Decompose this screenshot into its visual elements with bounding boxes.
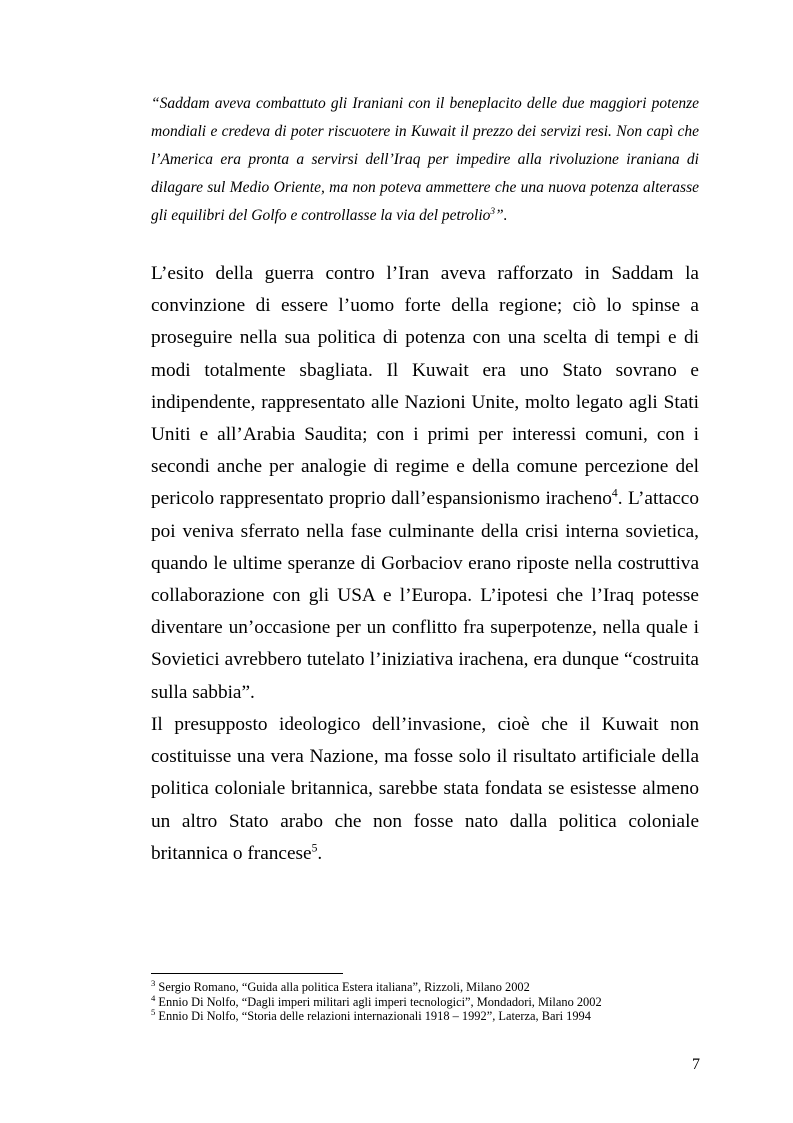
footnote-3 (151, 977, 711, 995)
footnote-number: 4 (151, 992, 156, 1003)
page-number: 7 (692, 1056, 700, 1073)
paragraph-1 (151, 258, 699, 709)
paragraph-2-text: Il presupposto ideologico dell’invasione, cioè che il Kuwait non costituisse una vera Nazione, ma fosse solo il risultato artificiale della politica coloniale britannica, sarebbe stata fondata se esistesse almeno un altro Stato arabo che non fosse nato dalla politica coloniale britannica o francese (151, 714, 699, 864)
footnote-5 (151, 1006, 711, 1024)
quote-text: “Saddam aveva combattuto gli Iraniani con il beneplacito delle due maggiori potenze mondiali e credeva di poter riscuotere in Kuwait il prezzo dei servizi resi. Non capì che l’America era pronta a servirsi dell’Iraq per impedire alla rivoluzione iraniana di dilagare sul Medio Oriente, ma non poteva ammettere che una nuova potenza alterasse gli equilibri del Golfo e controllasse la via del petrolio (151, 95, 699, 224)
footnote-text: Ennio Di Nolfo, “Dagli imperi militari agli imperi tecnologici”, Mondadori, Milano 2002 (155, 994, 602, 1009)
footnote-ref-4[interactable]: 4 (611, 487, 618, 500)
footnote-text: Ennio Di Nolfo, “Storia delle relazioni internazionali 1918 – 1992”, Laterza, Bari 1994 (155, 1009, 591, 1023)
footnote-ref-3[interactable]: 3 (490, 206, 496, 217)
paragraph-2 (151, 709, 699, 870)
paragraph-2-text-end: . (317, 842, 323, 864)
footnote-number: 3 (151, 977, 156, 988)
footnote-separator (151, 973, 343, 974)
paragraph-1-text-continued: . L’attacco poi veniva sferrato nella fase culminante della crisi interna sovietica, quando le ultime speranze di Gorbaciov erano riposte nella costruttiva collaborazione con gli USA e l’Europa. L’ipotesi che l’Iraq potesse diventare un’occasione per un conflitto fra superpotenze, nella quale i Sovietici avrebbero tutelato l’iniziativa irachena, era dunque “costruita sulla sabbia”. (151, 488, 699, 703)
footnote-4 (151, 992, 711, 1010)
quote-closing: ”. (495, 207, 508, 224)
footnote-number: 5 (151, 1006, 156, 1017)
footnote-ref-5[interactable]: 5 (311, 841, 318, 855)
block-quote (151, 90, 699, 230)
footnotes (151, 977, 711, 1024)
paragraph-1-text: L’esito della guerra contro l’Iran aveva rafforzato in Saddam la convinzione di essere l’uomo forte della regione; ciò lo spinse a proseguire nella sua politica di potenza con una scelta di tempi e di modi totalmente sbagliata. Il Kuwait era uno Stato sovrano e indipendente, rappresentato alle Nazioni Unite, molto legato agli Stati Uniti e all’Arabia Saudita; con i primi per interessi comuni, con i secondi anche per analogie di regime e della comune percezione del pericolo rappresentato proprio dall’espansionismo iracheno (151, 263, 699, 510)
footnote-text: Sergio Romano, “Guida alla politica Estera italiana”, Rizzoli, Milano 2002 (155, 980, 530, 994)
